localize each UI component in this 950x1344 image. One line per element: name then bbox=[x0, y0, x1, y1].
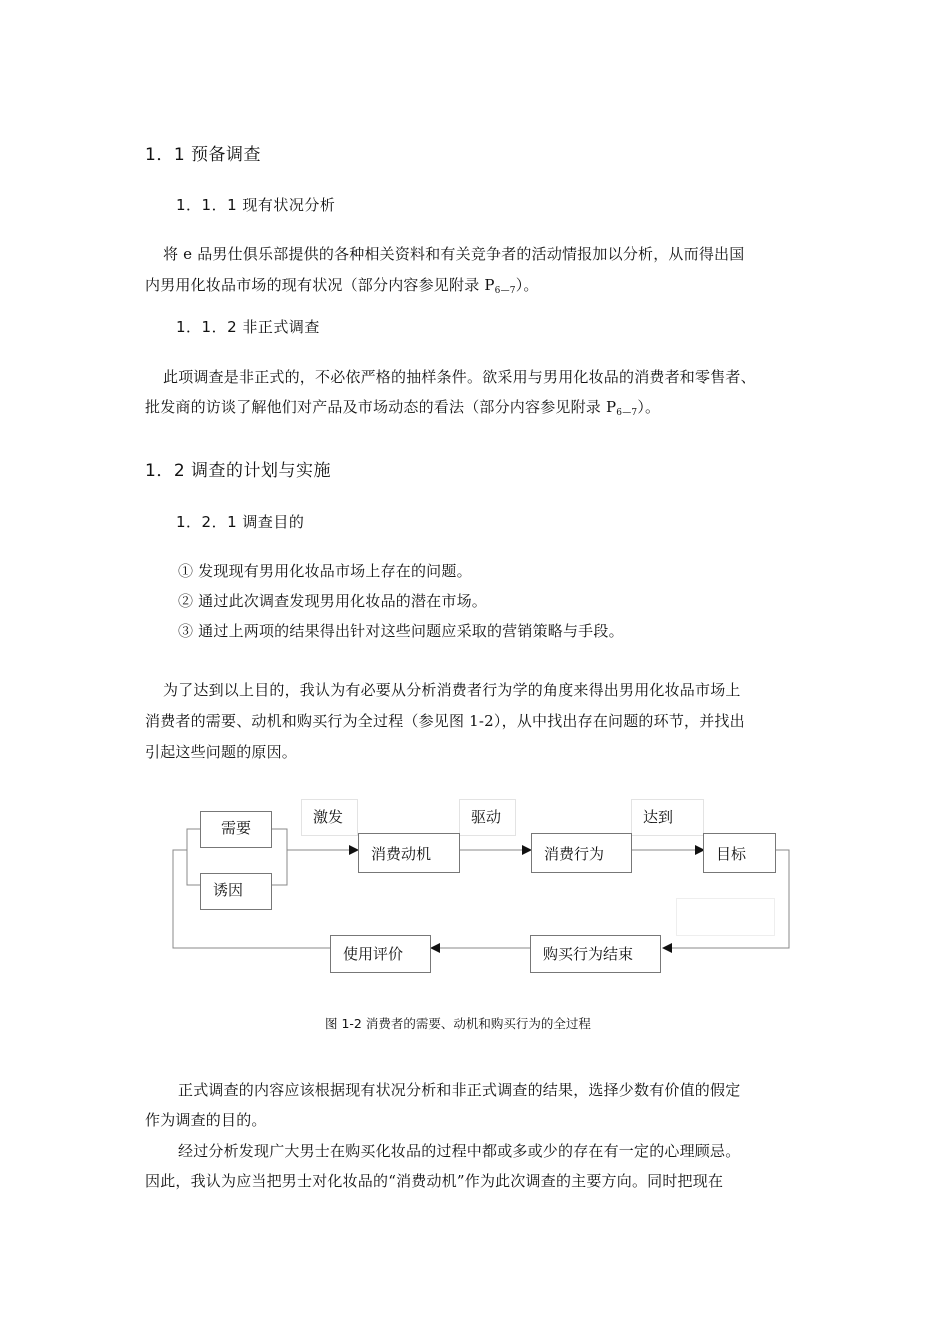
para-line: 引起这些问题的原因。 bbox=[145, 743, 298, 761]
heading-1-1-1: 1．1．1 现有状况分析 bbox=[176, 196, 336, 214]
list-item: ③ 通过上两项的结果得出针对这些问题应采取的营销策略与手段。 bbox=[178, 622, 624, 640]
goal-return-line bbox=[664, 850, 789, 948]
label-drive: 驱动 bbox=[459, 799, 516, 836]
bracket-right bbox=[272, 829, 287, 885]
para-line: 因此，我认为应当把男士对化妆品的“消费动机”作为此次调查的主要方向。同时把现在 bbox=[145, 1172, 724, 1190]
figure-caption: 图 1-2 消费者的需要、动机和购买行为的全过程 bbox=[325, 1016, 591, 1031]
node-incentive: 诱因 bbox=[200, 873, 272, 910]
para-line: 作为调查的目的。 bbox=[145, 1111, 267, 1129]
node-behavior: 消费行为 bbox=[531, 833, 632, 873]
para-line: 内男用化妆品市场的现有状况（部分内容参见附录 $P_{6—7}$）。 bbox=[145, 276, 539, 296]
page-ref-subscript: 6—7 bbox=[616, 408, 638, 418]
arrowhead bbox=[522, 845, 532, 855]
empty-box bbox=[676, 898, 775, 936]
arrowhead bbox=[349, 845, 359, 855]
feedback-line bbox=[173, 850, 330, 948]
label-reach: 达到 bbox=[631, 799, 704, 836]
heading-1-1: 1．1 预备调查 bbox=[145, 145, 262, 165]
node-purchase-end: 购买行为结束 bbox=[530, 935, 661, 973]
para-line: 批发商的访谈了解他们对产品及市场动态的看法（部分内容参见附录 $P_{6—7}$）。 bbox=[145, 398, 661, 418]
para-line: 正式调查的内容应该根据现有状况分析和非正式调查的结果，选择少数有价值的假定 bbox=[178, 1081, 741, 1099]
para-line: 消费者的需要、动机和购买行为全过程（参见图 1-2），从中找出存在问题的环节，并找出 bbox=[145, 712, 745, 730]
para-line: 将 e 品男仕俱乐部提供的各种相关资料和有关竞争者的活动情报加以分析，从而得出国 bbox=[163, 245, 745, 263]
node-motive: 消费动机 bbox=[358, 833, 460, 873]
list-item: ② 通过此次调查发现男用化妆品的潜在市场。 bbox=[178, 592, 487, 610]
para-line: 为了达到以上目的，我认为有必要从分析消费者行为学的角度来得出男用化妆品市场上 bbox=[163, 681, 741, 699]
arrowhead bbox=[662, 943, 672, 953]
arrowhead bbox=[695, 845, 705, 855]
heading-1-1-2: 1．1．2 非正式调查 bbox=[176, 318, 320, 336]
node-evaluation: 使用评价 bbox=[330, 935, 431, 973]
para-line: 经过分析发现广大男士在购买化妆品的过程中都或多或少的存在有一定的心理顾忌。 bbox=[178, 1142, 741, 1160]
para-line: 此项调查是非正式的，不必依严格的抽样条件。欲采用与男用化妆品的消费者和零售者、 bbox=[163, 368, 756, 386]
bracket-left bbox=[187, 829, 200, 885]
label-trigger: 激发 bbox=[301, 799, 358, 836]
heading-1-2-1: 1．2．1 调查目的 bbox=[176, 513, 305, 531]
list-item: ① 发现现有男用化妆品市场上存在的问题。 bbox=[178, 562, 472, 580]
node-goal: 目标 bbox=[703, 833, 776, 873]
page-ref-subscript: 6—7 bbox=[494, 286, 516, 296]
node-need: 需要 bbox=[200, 811, 272, 848]
heading-1-2: 1．2 调查的计划与实施 bbox=[145, 461, 332, 481]
arrowhead bbox=[430, 943, 440, 953]
